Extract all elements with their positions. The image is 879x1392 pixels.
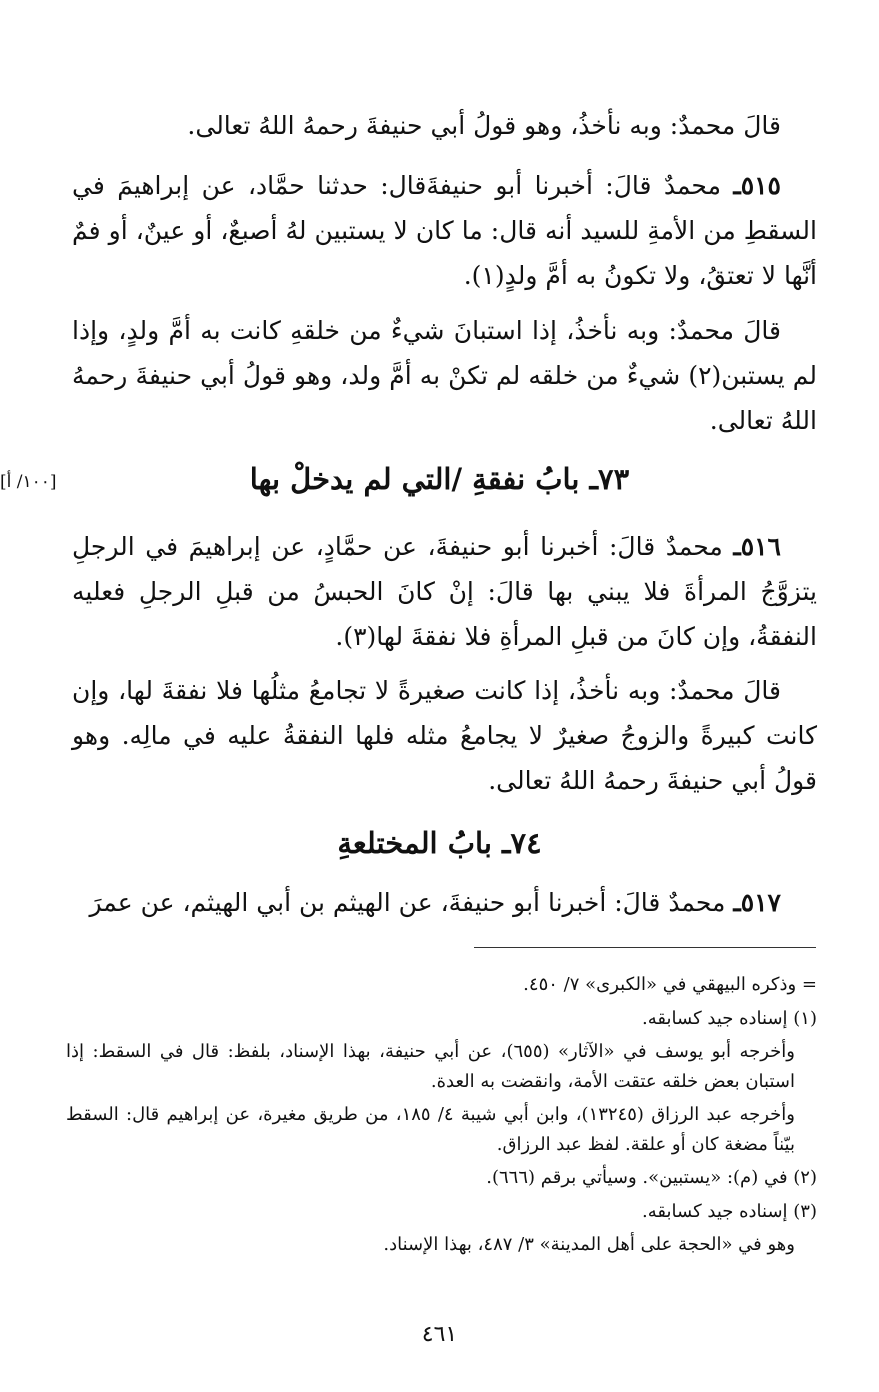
- hadith-number: ٥١٦ـ: [733, 532, 781, 561]
- paragraph-hadith-515: [72, 163, 817, 298]
- footnote-continuation: = وذكره البيهقي في «الكبرى» ٧/ ٤٥٠.: [523, 974, 817, 995]
- footnote-1: (١) إسناده جيد كسابقه.: [642, 1007, 817, 1029]
- footnote-3: (٣) إسناده جيد كسابقه.: [642, 1200, 817, 1222]
- hadith-text: محمدٌ قالَ: أخبرنا أبو حنيفةَ، عن حمَّادٍ، عن إبراهيمَ في الرجلِ يتزوَّجُ المرأةَ فلا يبني بها قالَ: إنْ كانَ الحبسُ من قبلِ الرجلِ فعليه النفقةُ، وإن كانَ من قبلِ المرأةِ فلا نفقةَ لها(٣).: [72, 532, 817, 651]
- paragraph-hadith-516: [72, 524, 817, 659]
- footnote-3-detail: وهو في «الحجة على أهل المدينة» ٣/ ٤٨٧، بهذا الإسناد.: [383, 1234, 795, 1255]
- paragraph-commentary-3: قالَ محمدٌ: وبه نأخذُ، إذا كانت صغيرةً لا تجامعُ مثلُها فلا نفقةَ لها، وإن كانت كبيرةً والزوجُ صغيرٌ لا يجامعُ مثله فلها النفقةُ عليه في مالِه. وهو قولُ أبي حنيفةَ رحمهُ اللهُ تعالى.: [72, 676, 817, 795]
- hadith-text: محمدٌ قالَ: أخبرنا أبو حنيفةَقال: حدثنا حمَّاد، عن إبراهيمَ في السقطِ من الأمةِ للسيد أنه قال: ما كان لا يستبين لهُ أصبعٌ، أو عينٌ، أو فمٌ أنَّها لا تعتقُ، ولا تكونُ به أمَّ ولدٍ(١).: [72, 171, 817, 290]
- paragraph-hadith-517: [72, 880, 817, 925]
- paragraph-commentary-1: قالَ محمدٌ: وبه نأخذُ، وهو قولُ أبي حنيفةَ رحمهُ اللهُ تعالى.: [187, 111, 781, 140]
- folio-marker: [١٠٠/ أ]: [0, 472, 57, 492]
- hadith-number: ٥١٧ـ: [733, 888, 781, 917]
- page-number: ٤٦١: [421, 1322, 458, 1347]
- footnote-separator: [474, 947, 816, 948]
- footnote-1-detail-a: وأخرجه أبو يوسف في «الآثار» (٦٥٥)، عن أبي حنيفة، بهذا الإسناد، بلفظ: قال في السقط: إذا استبان بعض خلقه عتقت الأمة، وانقضت به العدة.: [66, 1041, 795, 1092]
- footnotes: [66, 970, 817, 1264]
- hadith-number: ٥١٥ـ: [733, 171, 781, 200]
- chapter-heading-74: ٧٤ـ بابُ المختلعةِ: [337, 826, 542, 860]
- paragraph-commentary-2: قالَ محمدٌ: وبه نأخذُ، إذا استبانَ شيءٌ من خلقهِ كانت به أمَّ ولدٍ، وإذا لم يستبن(٢) شيءٌ من خلقه لم تكنْ به أمَّ ولد، وهو قولُ أبي حنيفةَ رحمهُ اللهُ تعالى.: [72, 316, 817, 435]
- footnote-1-detail-b: وأخرجه عبد الرزاق (١٣٢٤٥)، وابن أبي شيبة ٤/ ١٨٥، من طريق مغيرة، عن إبراهيم قال: السقط بيّناً مضغة كان أو علقة. لفظ عبد الرزاق.: [66, 1104, 795, 1155]
- chapter-heading-73: ٧٣ـ بابُ نفقةِ /التي لم يدخلْ بها: [249, 462, 630, 496]
- hadith-text: محمدٌ قالَ: أخبرنا أبو حنيفةَ، عن الهيثم بن أبي الهيثم، عن عمرَ: [89, 888, 726, 917]
- footnote-2: (٢) في (م): «يستبين». وسيأتي برقم (٦٦٦).: [486, 1167, 817, 1188]
